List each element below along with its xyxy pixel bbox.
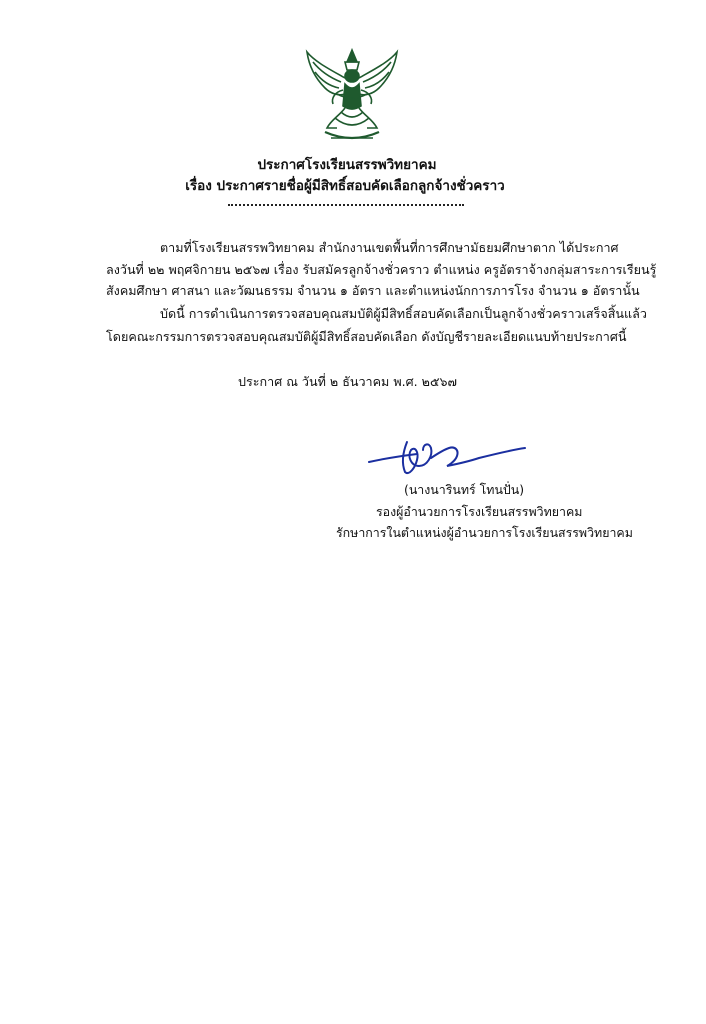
dotted-divider [228, 202, 464, 206]
signatory-name: (นางนารินทร์ โทนปั่น) [404, 482, 525, 497]
paragraph1-line3: สังคมศึกษา ศาสนา และวัฒนธรรม จำนวน ๑ อัตรา และตำแหน่งนักการภารโรง จำนวน ๑ อัตรานั้น [106, 283, 640, 298]
garuda-emblem [301, 48, 403, 148]
paragraph2-line2: โดยคณะกรรมการตรวจสอบคุณสมบัติผู้มีสิทธิ์สอบคัดเลือก ดังบัญชีรายละเอียดแนบท้ายประกาศนี้ [106, 329, 627, 344]
signatory-acting-position: รักษาการในตำแหน่งผู้อำนวยการโรงเรียนสรรพวิทยาคม [336, 525, 633, 540]
announcement-subject: เรื่อง ประกาศรายชื่อผู้มีสิทธิ์สอบคัดเลือกลูกจ้างชั่วคราว [185, 178, 505, 194]
paragraph2-line1: บัดนี้ การดำเนินการตรวจสอบคุณสมบัติผู้มีสิทธิ์สอบคัดเลือกเป็นลูกจ้างชั่วคราวเสร็จสิ้นแล้ว [160, 306, 647, 321]
announce-date: ประกาศ ณ วันที่ ๒ ธันวาคม พ.ศ. ๒๕๖๗ [238, 374, 457, 389]
paragraph1-line2: ลงวันที่ ๒๒ พฤศจิกายน ๒๕๖๗ เรื่อง รับสมัครลูกจ้างชั่วคราว ตำแหน่ง ครูอัตราจ้างกลุ่มสาระการเรียนรู้ [106, 262, 657, 277]
announcement-title: ประกาศโรงเรียนสรรพวิทยาคม [257, 157, 437, 173]
paragraph1-line1: ตามที่โรงเรียนสรรพวิทยาคม สำนักงานเขตพื้นที่การศึกษามัธยมศึกษาตาก ได้ประกาศ [160, 240, 619, 255]
handwritten-signature [367, 432, 527, 480]
signatory-position: รองผู้อำนวยการโรงเรียนสรรพวิทยาคม [376, 504, 583, 519]
